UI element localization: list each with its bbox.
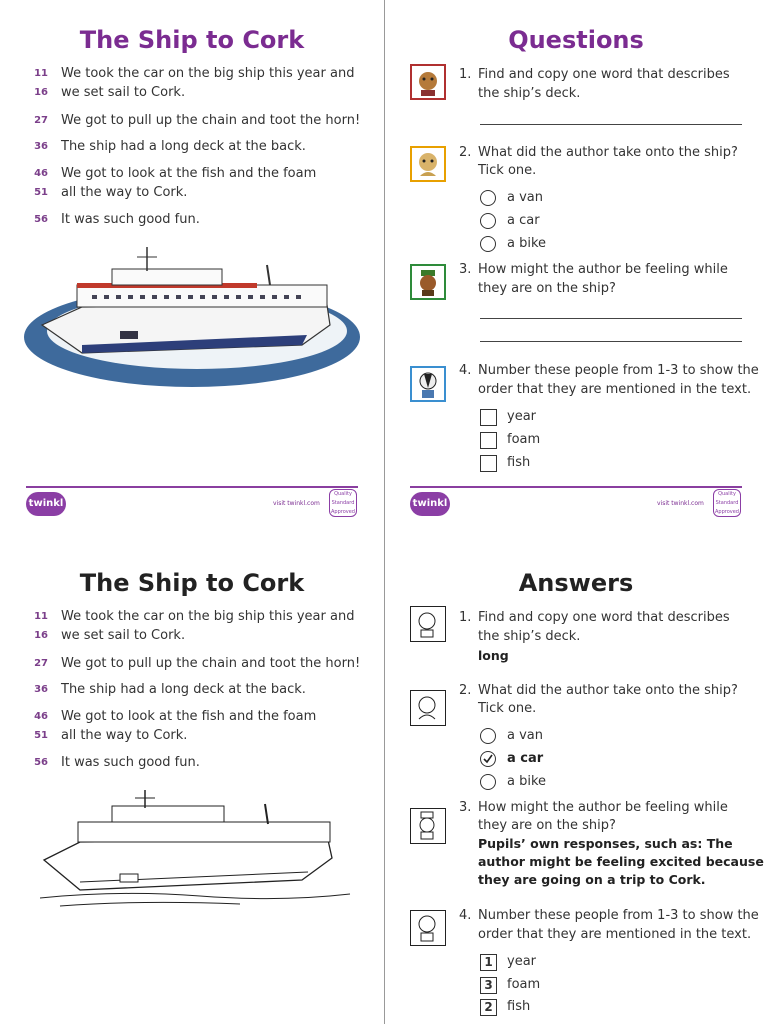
- q3-answer-line-1[interactable]: [480, 318, 742, 319]
- a4-box-foam[interactable]: 3: [480, 977, 497, 994]
- q2-radio-car[interactable]: [480, 213, 496, 229]
- a3-number: 3.: [459, 800, 472, 815]
- line-number: 46: [34, 168, 48, 179]
- line-number: 51: [34, 187, 48, 198]
- a1-line2: the ship’s deck.: [478, 629, 581, 644]
- q4-box-foam[interactable]: [480, 432, 497, 449]
- story-line: We got to pull up the chain and toot the horn!: [61, 656, 361, 671]
- twinkl-logo[interactable]: twinkl: [26, 492, 66, 516]
- a4-option-fish: fish: [507, 999, 531, 1014]
- q2-line2: Tick one.: [478, 163, 537, 178]
- q2-number: 2.: [459, 145, 472, 160]
- a3-answer-line3: they are going on a trip to Cork.: [478, 872, 706, 887]
- q2-option-car: a car: [507, 213, 540, 228]
- a1-number: 1.: [459, 610, 472, 625]
- a2-line1: What did the author take onto the ship?: [478, 683, 738, 698]
- q4-box-year[interactable]: [480, 409, 497, 426]
- story-line: We got to look at the fish and the foam: [61, 166, 317, 181]
- ship-color-image: [22, 245, 362, 390]
- a4-line1: Number these people from 1-3 to show the: [478, 908, 759, 923]
- a2-line2: Tick one.: [478, 701, 537, 716]
- q1-line2: the ship’s deck.: [478, 86, 581, 101]
- center-divider: [384, 0, 385, 1024]
- checkmark-icon: [481, 752, 495, 766]
- dog-icon: [410, 606, 446, 642]
- q1-answer-line[interactable]: [480, 124, 742, 125]
- story-line: It was such good fun.: [61, 755, 200, 770]
- story-line: We took the car on the big ship this year and: [61, 66, 355, 81]
- story-line: all the way to Cork.: [61, 185, 188, 200]
- story-title: The Ship to Cork: [79, 26, 305, 54]
- q3-number: 3.: [459, 262, 472, 277]
- q4-option-year: year: [507, 409, 537, 424]
- q3-line2: they are on the ship?: [478, 281, 616, 296]
- q4-box-fish[interactable]: [480, 455, 497, 472]
- story-line: We got to pull up the chain and toot the horn!: [61, 113, 361, 128]
- answers-title: Answers: [518, 569, 634, 597]
- a2-radio-van[interactable]: [480, 728, 496, 744]
- a1-line1: Find and copy one word that describes: [478, 610, 730, 625]
- a4-box-fish[interactable]: 2: [480, 999, 497, 1016]
- q4-number: 4.: [459, 363, 472, 378]
- quality-badge: Quality Standard Approved: [329, 489, 357, 517]
- a4-box-year[interactable]: 1: [480, 954, 497, 971]
- q2-line1: What did the author take onto the ship?: [478, 145, 738, 160]
- quality-badge: Quality Standard Approved: [713, 489, 741, 517]
- line-number: 27: [34, 658, 48, 669]
- visit-link[interactable]: visit twinkl.com: [657, 500, 704, 507]
- story-line: We got to look at the fish and the foam: [61, 709, 317, 724]
- a2-option-van: a van: [507, 728, 543, 743]
- q2-option-bike: a bike: [507, 236, 547, 251]
- q4-option-fish: fish: [507, 455, 531, 470]
- story-line: The ship had a long deck at the back.: [61, 139, 306, 154]
- a3-answer-line1: Pupils’ own responses, such as: The: [478, 836, 733, 851]
- a4-line2: order that they are mentioned in the text.: [478, 927, 752, 942]
- story-line: It was such good fun.: [61, 212, 200, 227]
- story-line: We took the car on the big ship this year and: [61, 609, 355, 624]
- a2-radio-car-checked[interactable]: [480, 751, 496, 767]
- line-number: 51: [34, 730, 48, 741]
- q4-option-foam: foam: [507, 432, 541, 447]
- badger-icon: [410, 366, 446, 402]
- cat-icon: [410, 146, 446, 182]
- cat-icon: [410, 690, 446, 726]
- story-line: we set sail to Cork.: [61, 628, 186, 643]
- a2-radio-bike[interactable]: [480, 774, 496, 790]
- line-number: 36: [34, 141, 48, 152]
- q3-answer-line-2[interactable]: [480, 341, 742, 342]
- footer-line: [410, 486, 742, 488]
- twinkl-logo[interactable]: twinkl: [410, 492, 450, 516]
- a4-option-foam: foam: [507, 977, 541, 992]
- questions-title: Questions: [508, 26, 644, 54]
- q1-line1: Find and copy one word that describes: [478, 67, 730, 82]
- dog-hat-icon: [410, 808, 446, 844]
- line-number: 16: [34, 87, 48, 98]
- dog-hat-icon: [410, 264, 446, 300]
- a3-line2: they are on the ship?: [478, 818, 616, 833]
- line-number: 11: [34, 68, 48, 79]
- q4-line1: Number these people from 1-3 to show the: [478, 363, 759, 378]
- badger-icon: [410, 910, 446, 946]
- q4-line2: order that they are mentioned in the text.: [478, 382, 752, 397]
- footer-line: [26, 486, 358, 488]
- a2-number: 2.: [459, 683, 472, 698]
- dog-icon: [410, 64, 446, 100]
- line-number: 56: [34, 757, 48, 768]
- q2-radio-van[interactable]: [480, 190, 496, 206]
- a4-option-year: year: [507, 954, 537, 969]
- visit-link[interactable]: visit twinkl.com: [273, 500, 320, 507]
- a3-answer-line2: author might be feeling excited because: [478, 854, 764, 869]
- q1-number: 1.: [459, 67, 472, 82]
- a3-line1: How might the author be feeling while: [478, 800, 728, 815]
- a1-answer: long: [478, 648, 509, 663]
- a4-number: 4.: [459, 908, 472, 923]
- story-line: all the way to Cork.: [61, 728, 188, 743]
- q2-option-van: a van: [507, 190, 543, 205]
- story-line: we set sail to Cork.: [61, 85, 186, 100]
- a2-option-bike: a bike: [507, 774, 547, 789]
- story-line: The ship had a long deck at the back.: [61, 682, 306, 697]
- line-number: 36: [34, 684, 48, 695]
- line-number: 56: [34, 214, 48, 225]
- line-number: 27: [34, 115, 48, 126]
- a2-option-car: a car: [507, 751, 544, 766]
- line-number: 16: [34, 630, 48, 641]
- q3-line1: How might the author be feeling while: [478, 262, 728, 277]
- line-number: 46: [34, 711, 48, 722]
- q2-radio-bike[interactable]: [480, 236, 496, 252]
- line-number: 11: [34, 611, 48, 622]
- story-title: The Ship to Cork: [79, 569, 305, 597]
- ship-outline-image: [40, 790, 352, 910]
